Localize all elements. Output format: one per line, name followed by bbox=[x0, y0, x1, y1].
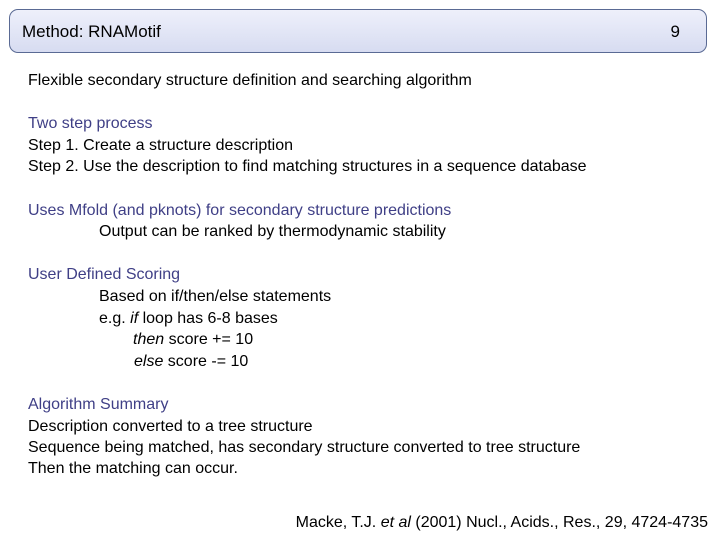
citation-authors: Macke, T.J. bbox=[295, 514, 381, 531]
citation bbox=[296, 513, 708, 533]
example-if-keyword: if bbox=[130, 310, 139, 327]
summary-line-1: Description converted to a tree structure bbox=[28, 418, 313, 435]
slide-number: 9 bbox=[670, 22, 680, 41]
then-keyword: then bbox=[133, 331, 165, 348]
intro-text: Flexible secondary structure definition and searching algorithm bbox=[28, 72, 472, 89]
step-2-text: Step 2. Use the description to find matching structures in a sequence database bbox=[28, 158, 587, 175]
scoring-example bbox=[99, 309, 278, 329]
summary-line-3: Then the matching can occur. bbox=[28, 460, 238, 477]
scoring-detail: Based on if/then/else statements bbox=[99, 288, 332, 305]
summary-line-2: Sequence being matched, has secondary structure converted to tree structure bbox=[28, 439, 581, 456]
mfold-detail: Output can be ranked by thermodynamic stability bbox=[99, 223, 446, 240]
section-heading-two-step: Two step process bbox=[28, 115, 153, 132]
section-heading-mfold: Uses Mfold (and pknots) for secondary structure predictions bbox=[28, 202, 452, 219]
citation-etal: et al bbox=[380, 514, 411, 531]
section-heading-summary: Algorithm Summary bbox=[28, 396, 169, 413]
else-keyword: else bbox=[134, 353, 164, 370]
slide-title-bar bbox=[9, 9, 707, 53]
citation-rest: (2001) Nucl., Acids., Res., 29, 4724-4735 bbox=[410, 514, 708, 531]
section-heading-scoring: User Defined Scoring bbox=[28, 266, 181, 283]
example-suffix: loop has 6-8 bases bbox=[138, 310, 278, 327]
scoring-else-line bbox=[134, 352, 248, 372]
step-1-text: Step 1. Create a structure description bbox=[28, 137, 294, 154]
slide-title: Method: RNAMotif bbox=[22, 22, 161, 41]
else-rest: score -= 10 bbox=[163, 353, 249, 370]
then-rest: score += 10 bbox=[164, 331, 254, 348]
example-prefix: e.g. bbox=[99, 310, 131, 327]
scoring-then-line bbox=[133, 330, 253, 350]
